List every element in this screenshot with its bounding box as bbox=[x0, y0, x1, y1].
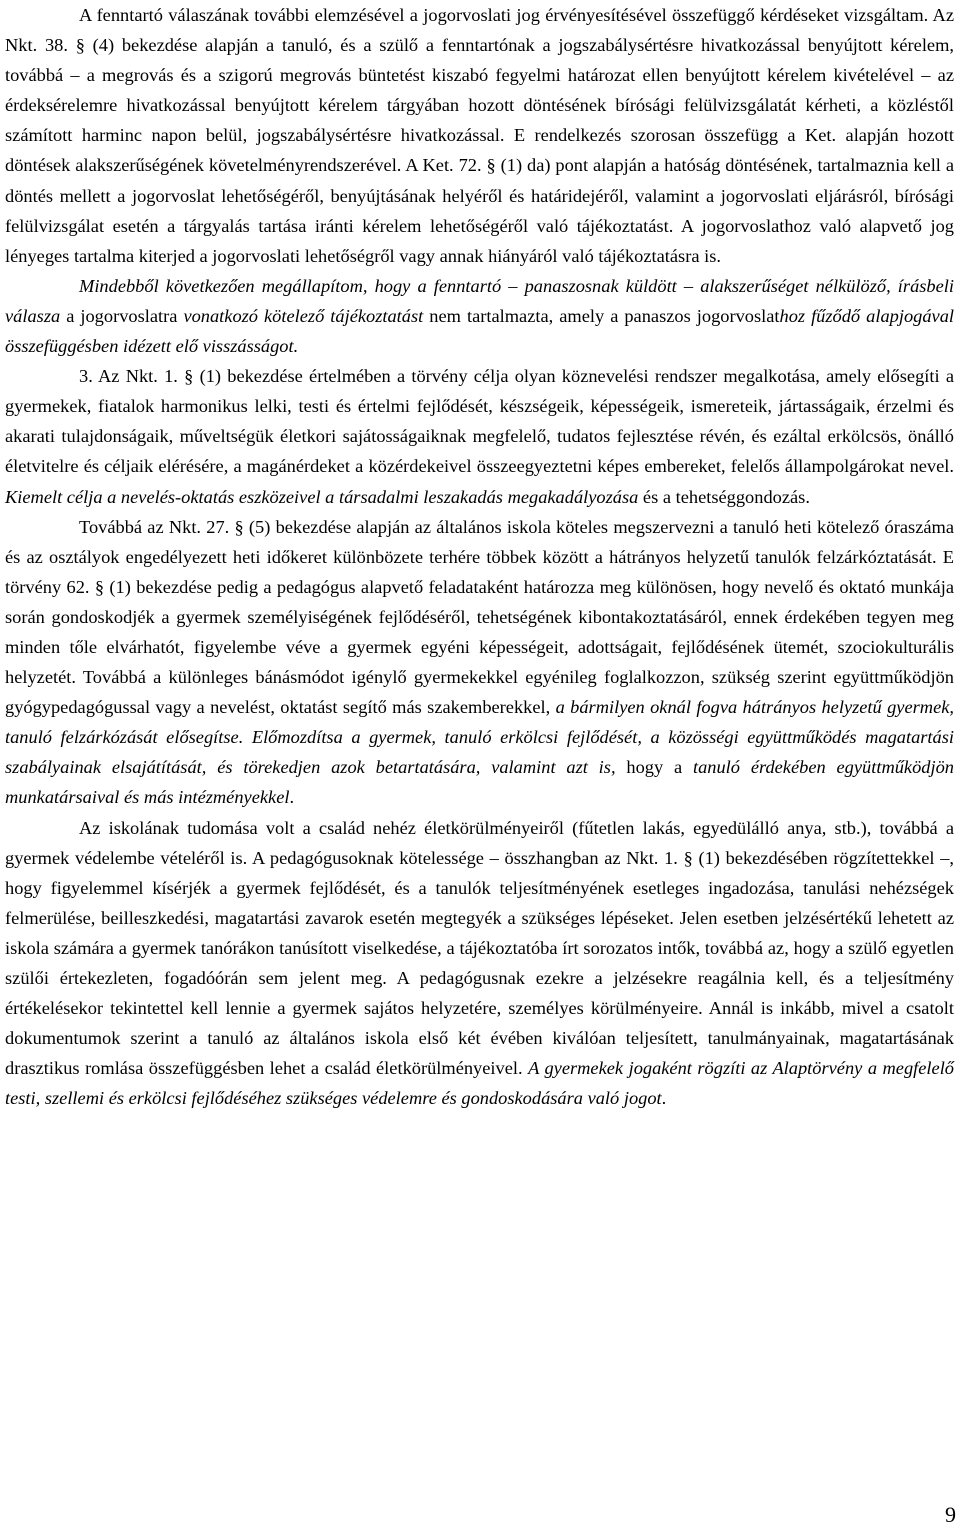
text-segment: hogy a bbox=[615, 757, 693, 778]
document-body bbox=[5, 0, 954, 1113]
paragraph bbox=[5, 361, 954, 511]
text-segment: nem tartalmazta, amely a panaszos jogorvoslat bbox=[423, 305, 780, 326]
text-segment: . bbox=[661, 1088, 667, 1109]
italic-text-segment: tanuló érdekében együttműködjön munkatársaival és más intézményekkel bbox=[5, 757, 954, 808]
italic-text-segment: Kiemelt célja a nevelés-oktatás eszközeivel a társadalmi leszakadás megakadályozása bbox=[5, 486, 639, 507]
text-segment: a jogorvoslatra bbox=[60, 305, 184, 326]
page-number: 9 bbox=[945, 1502, 956, 1527]
text-segment: . bbox=[289, 787, 295, 808]
italic-text-segment: a bármilyen oknál fogva hátrányos helyzetű gyermek, tanuló felzárkózását elősegítse. Előmozdítsa a gyermek, tanuló erkölcsi fejlődését, a közösségi együttműködés magatartási szabályainak elsajátítását, és törekedjen azok betartatására, valamint azt is, bbox=[5, 697, 954, 778]
paragraph bbox=[5, 813, 954, 1114]
text-segment: Továbbá az Nkt. 27. § (5) bekezdése alapján az általános iskola köteles megszervezni a tanuló heti kötelező óraszáma és az osztályok engedélyezett heti időkeret különbözete terhére többek között a hátrányos helyzetű tanulók felzárkóztatását. E törvény 62. § (1) bekezdése pedig a pedagógus alapvető feladataként határozza meg különösen, hogy nevelő és oktató munkája során gondoskodjék a gyermek személyiségének fejlődéséről, tehetségének kibontakoztatásáról, ennek érdekében tegyen meg minden tőle elvárhatót, figyelembe véve a gyermek egyéni képességeit, adottságait, fejlődésének ütemét, szociokulturális helyzetét. Továbbá a különleges bánásmódot igénylő gyermekekkel egyénileg foglalkozzon, szükség szerint együttműködjön gyógypedagógussal vagy a nevelést, oktatást segítő más szakemberekkel, bbox=[5, 516, 954, 718]
paragraph bbox=[5, 0, 954, 271]
italic-text-segment: hoz fűződő alapjogával összefüggésben idézett elő visszásságot. bbox=[5, 305, 954, 357]
italic-text-segment: Mindebből következően megállapítom, hogy a fenntartó – panaszosnak küldött – alakszerűséget nélkülöző, írásbeli válasza bbox=[5, 275, 954, 326]
text-segment: Az iskolának tudomása volt a család nehéz életkörülményeiről (fűtetlen lakás, egyedülálló anya, stb.), továbbá a gyermek védelembe vételéről is. A pedagógusoknak kötelessége – összhangban az Nkt. 1. § (1) bekezdésében rögzítettekkel –, hogy figyelemmel kísérjék a gyermek fejlődését, és a tanulók teljesítményének esetleges ingadozása, tanulási nehézségek felmerülése, beilleszkedési, magatartási zavarok esetén megtegyék a szükséges lépéseket. Jelen esetben jelzésértékű lehetett az iskola számára a gyermek tanórákon tanúsított viselkedése, a tájékoztatóba írt sorozatos intők, továbbá az, hogy a szülő egyetlen szülői értekezleten, fogadóórán sem jelent meg. A pedagógusnak ezekre a jelzésekre reagálnia kell, és a teljesítmény értékelésekor tekintettel kell lennie a gyermek sajátos helyzetére, személyes körülményeire. Annál is inkább, mivel a csatolt dokumentumok szerint a tanuló az általános iskola első két évében kiválóan teljesített, tanulmányainak, magatartásának drasztikus romlása összefüggésben lehet a család életkörülményeivel. bbox=[5, 817, 954, 1079]
italic-text-segment: vonatkozó kötelező tájékoztatást bbox=[183, 305, 424, 326]
paragraph bbox=[5, 271, 954, 361]
paragraph bbox=[5, 512, 954, 813]
text-segment: A fenntartó válaszának további elemzésével a jogorvoslati jog érvényesítésével összefüggő kérdéseket vizsgáltam. Az Nkt. 38. § (4) bekezdése alapján a tanuló, és a szülő a fenntartónak a jogszabálysértésre hivatkozással benyújtott kérelem, továbbá – a megrovás és a szigorú megrovás büntetést kiszabó fegyelmi határozat ellen benyújtott kérelem kivételével – az érdeksérelemre hivatkozással benyújtott kérelem tárgyában hozott döntésének bírósági felülvizsgálatát kérheti, a közléstől számított harminc napon belül, jogszabálysértésre hivatkozással. E rendelkezés szorosan összefügg a Ket. alapján hozott döntések alakszerűségének követelményrendszerével. A Ket. 72. § (1) da) pont alapján a hatóság döntésének, tartalmaznia kell a döntés mellett a jogorvoslat lehetőségéről, benyújtásának helyéről és határidejéről, valamint a jogorvoslati eljárásról, bírósági felülvizsgálat esetén a tárgyalás tartása iránti kérelem lehetőségéről való tájékoztatást. A jogorvoslathoz való alapvető jog lényeges tartalma kiterjed a jogorvoslati lehetőségről vagy annak hiányáról való tájékoztatásra is. bbox=[5, 5, 954, 266]
text-segment: és a tehetséggondozás. bbox=[638, 486, 810, 507]
text-segment: 3. Az Nkt. 1. § (1) bekezdése értelmében a törvény célja olyan köznevelési rendszer megalkotása, amely elősegíti a gyermekek, fiatalok harmonikus lelki, testi és értelmi fejlődését, készségeik, képességeik, ismereteik, jártasságaik, érzelmi és akarati tulajdonságaik, műveltségük életkori sajátosságaiknak megfelelő, tudatos fejlesztése révén, és ezáltal erkölcsös, önálló életvitelre és céljaik elérésére, a magánérdeket a közérdekeivel összeegyeztetni képes embereket, felelős állampolgárokat nevel. bbox=[5, 366, 954, 477]
italic-text-segment: A gyermekek jogaként rögzíti az Alaptörvény a megfelelő testi, szellemi és erkölcsi fejlődéséhez szükséges védelemre és gondoskodására való jogot bbox=[5, 1058, 954, 1109]
